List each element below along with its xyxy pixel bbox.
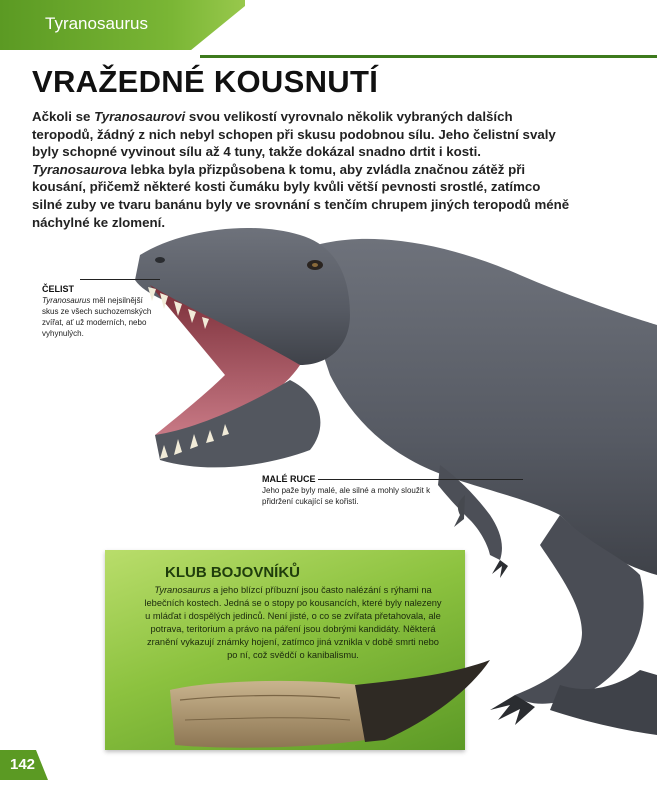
info-box-body: a jeho blízcí příbuzní jsou často nalézání s rýhami na lebečních kostech. Jedná se o stopy po kousancích, které byly nalezeny u mláďat i dospělých jedinců. Není jisté, o co se zvířata přetahovala, ale potrava, teritorium a právo na páření jsou dobrými kandidáty. Některá zranění vykazují známky hojení, zatímco jiná vznikla v době smrti nebo po ní, což svědčí o kanibalismu. [144,585,442,660]
info-box-italic: Tyranosaurus [154,585,211,595]
intro-italic-1: Tyranosaurovi [94,109,186,124]
intro-text-2: svou velikostí vyrovnalo několik vybraných dalších teropodů, žádný z nich nebyl schopen při skusu podobnou sílu. Jeho čelistní svaly byly schopné vyvinout sílu až 4 tuny, takže dokázal snadno drtit i kosti. [32,109,556,160]
intro-text-1: Ačkoli se [32,109,95,124]
intro-text-3: lebka byla přizpůsobena k tomu, aby zvládla značnou zátěž při kousání, přičemž některé kosti čumáku byly kvůli větší pevnosti srostlé, zatímco silné zuby ve tvaru banánu byly ve srovnání s tenčím chrupem jiných teropodů méně náchylné ke zlomení. [32,161,570,230]
intro-paragraph [32,108,572,231]
fossil-claw-illustration [170,660,490,755]
callout-arms-title: MALÉ RUCE [262,474,316,484]
callout-jaw-title: ČELIST [42,284,75,294]
header-rule [200,55,657,58]
page-number: 142 [10,756,36,773]
callout-jaw-italic: Tyranosaurus [42,296,91,305]
callout-arms-text: Jeho paže byly malé, ale silné a mohly sloužit k přidržení cukající se kořisti. [262,486,431,506]
callout-arms-leader [318,479,523,480]
info-box-title: KLUB BOJOVNÍKŮ [165,564,301,581]
page-title: VRAŽEDNÉ KOUSNUTÍ [32,64,379,99]
info-box-text [143,584,443,662]
callout-jaw-leader [80,279,160,280]
callout-jaw [42,284,160,339]
callout-jaw-body: měl nejsilnější skus ze všech suchozemských zvířat, ať už moderních, nebo vyhynulých. [42,296,152,338]
callout-jaw-text [42,295,160,339]
section-title: Tyranosaurus [45,14,148,33]
intro-italic-2: Tyranosaurova [32,161,127,177]
